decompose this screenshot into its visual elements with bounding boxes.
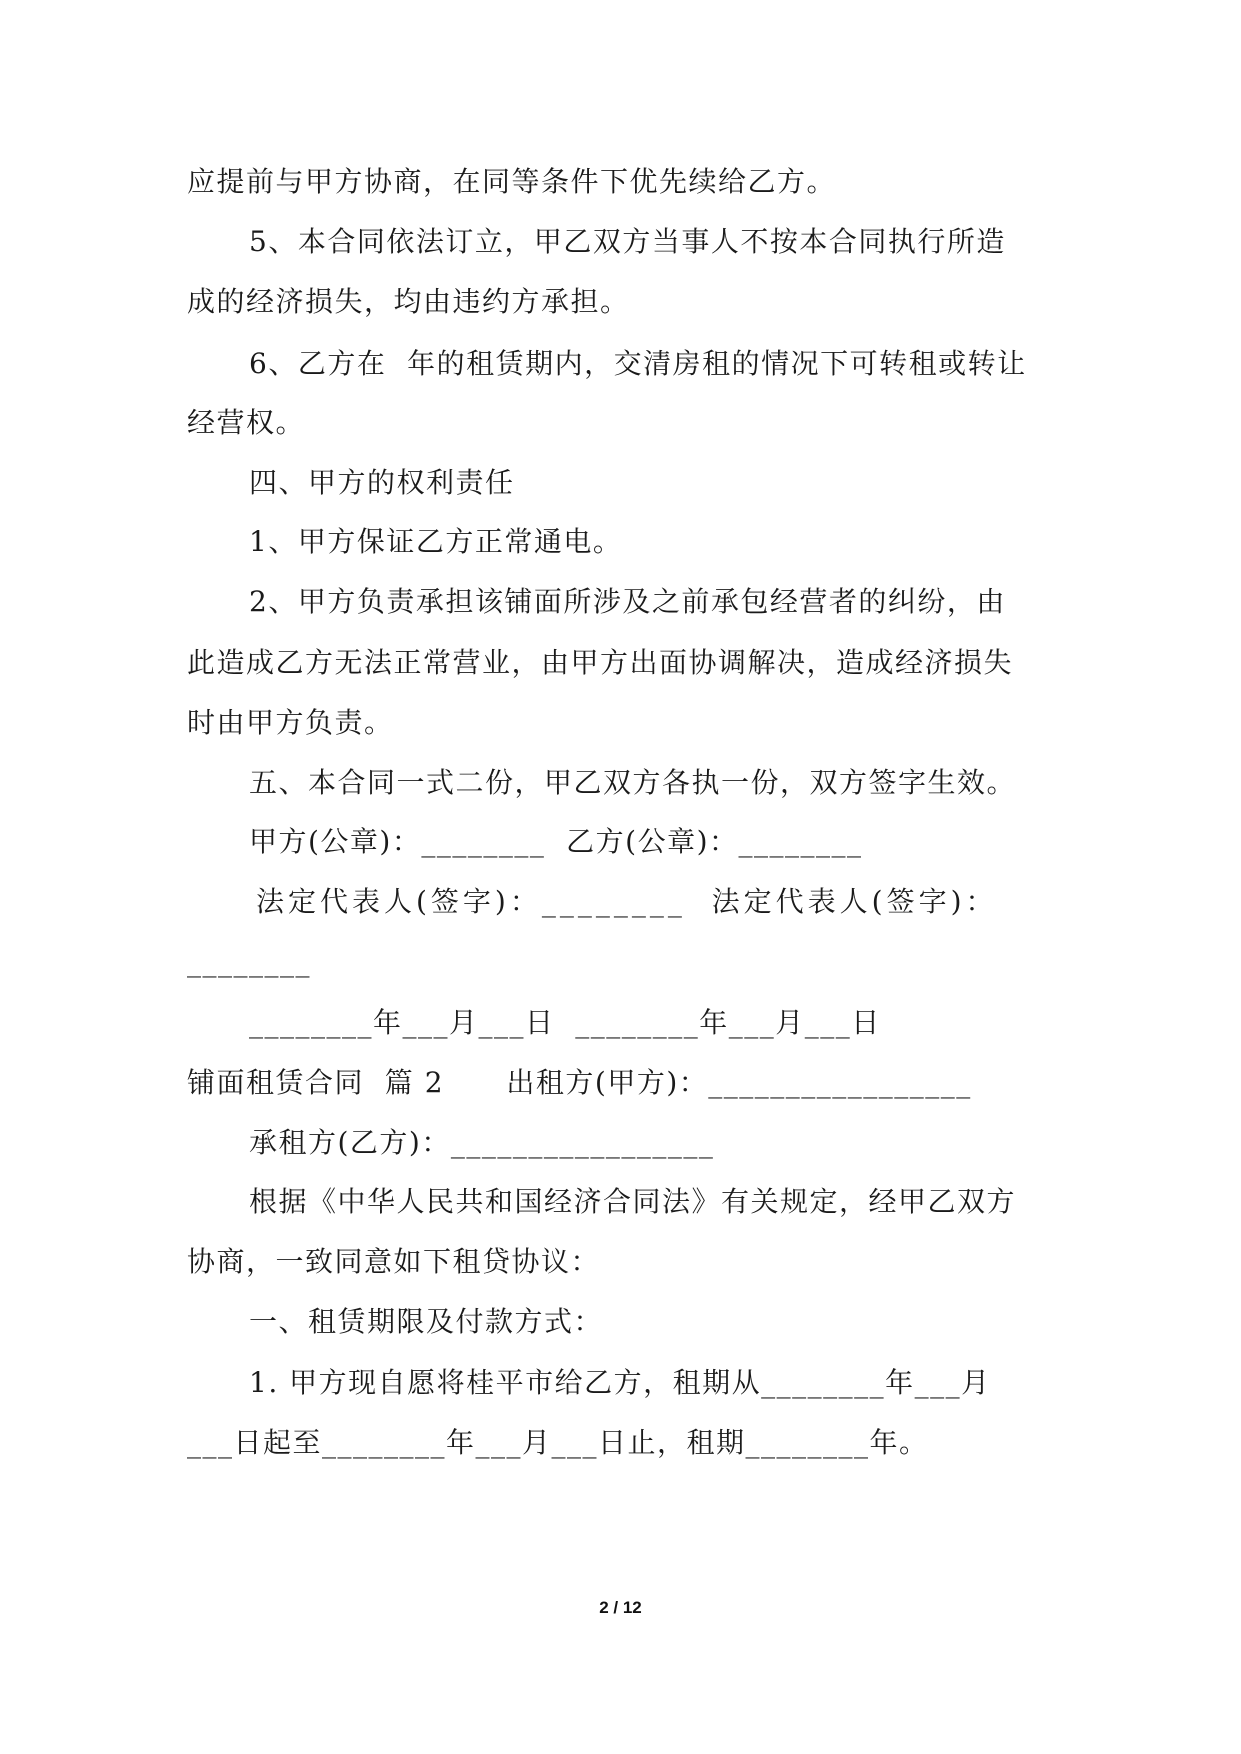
paragraph-line: 此造成乙方无法正常营业，由甲方出面协调解决，造成经济损失 <box>187 646 1014 679</box>
paragraph-line: 时由甲方负责。 <box>187 706 394 739</box>
tenant-line: 承租方(乙方)：_________________ <box>249 1126 715 1159</box>
section-heading: 四、甲方的权利责任 <box>249 466 515 499</box>
signature-blank: ________ <box>187 945 311 978</box>
date-line: ________年___月___日 ________年___月___日 <box>249 1006 881 1039</box>
paragraph-line: ___日起至________年___月___日止，租期________年。 <box>187 1426 929 1459</box>
contract-title-line: 铺面租赁合同 篇 2 出租方(甲方)：_________________ <box>187 1066 972 1099</box>
paragraph-line: 成的经济损失，均由违约方承担。 <box>187 285 630 318</box>
paragraph-line: 5、本合同依法订立，甲乙双方当事人不按本合同执行所造 <box>249 225 1006 258</box>
paragraph-line: 五、本合同一式二份，甲乙双方各执一份，双方签字生效。 <box>249 766 1017 799</box>
paragraph-line: 6、乙方在 年的租赁期内，交清房租的情况下可转租或转让 <box>249 347 1027 380</box>
signature-line-seal: 甲方(公章)：________ 乙方(公章)：________ <box>249 825 863 858</box>
paragraph-line: 1、甲方保证乙方正常通电。 <box>249 525 623 558</box>
paragraph-line: 协商，一致同意如下租贷协议： <box>187 1245 601 1278</box>
paragraph-line: 经营权。 <box>187 406 306 439</box>
page-number: 2 / 12 <box>599 1598 642 1617</box>
signature-line-representative: 法定代表人(签字)：________ 法定代表人(签字)： <box>256 885 998 918</box>
paragraph-line: 根据《中华人民共和国经济合同法》有关规定，经甲乙双方 <box>249 1185 1017 1218</box>
section-heading: 一、租赁期限及付款方式： <box>249 1305 604 1338</box>
paragraph-line: 应提前与甲方协商，在同等条件下优先续给乙方。 <box>187 165 837 198</box>
paragraph-line: 2、甲方负责承担该铺面所涉及之前承包经营者的纠纷，由 <box>249 585 1006 618</box>
paragraph-line: 1. 甲方现自愿将桂平市给乙方，租期从________年___月 <box>249 1366 991 1399</box>
